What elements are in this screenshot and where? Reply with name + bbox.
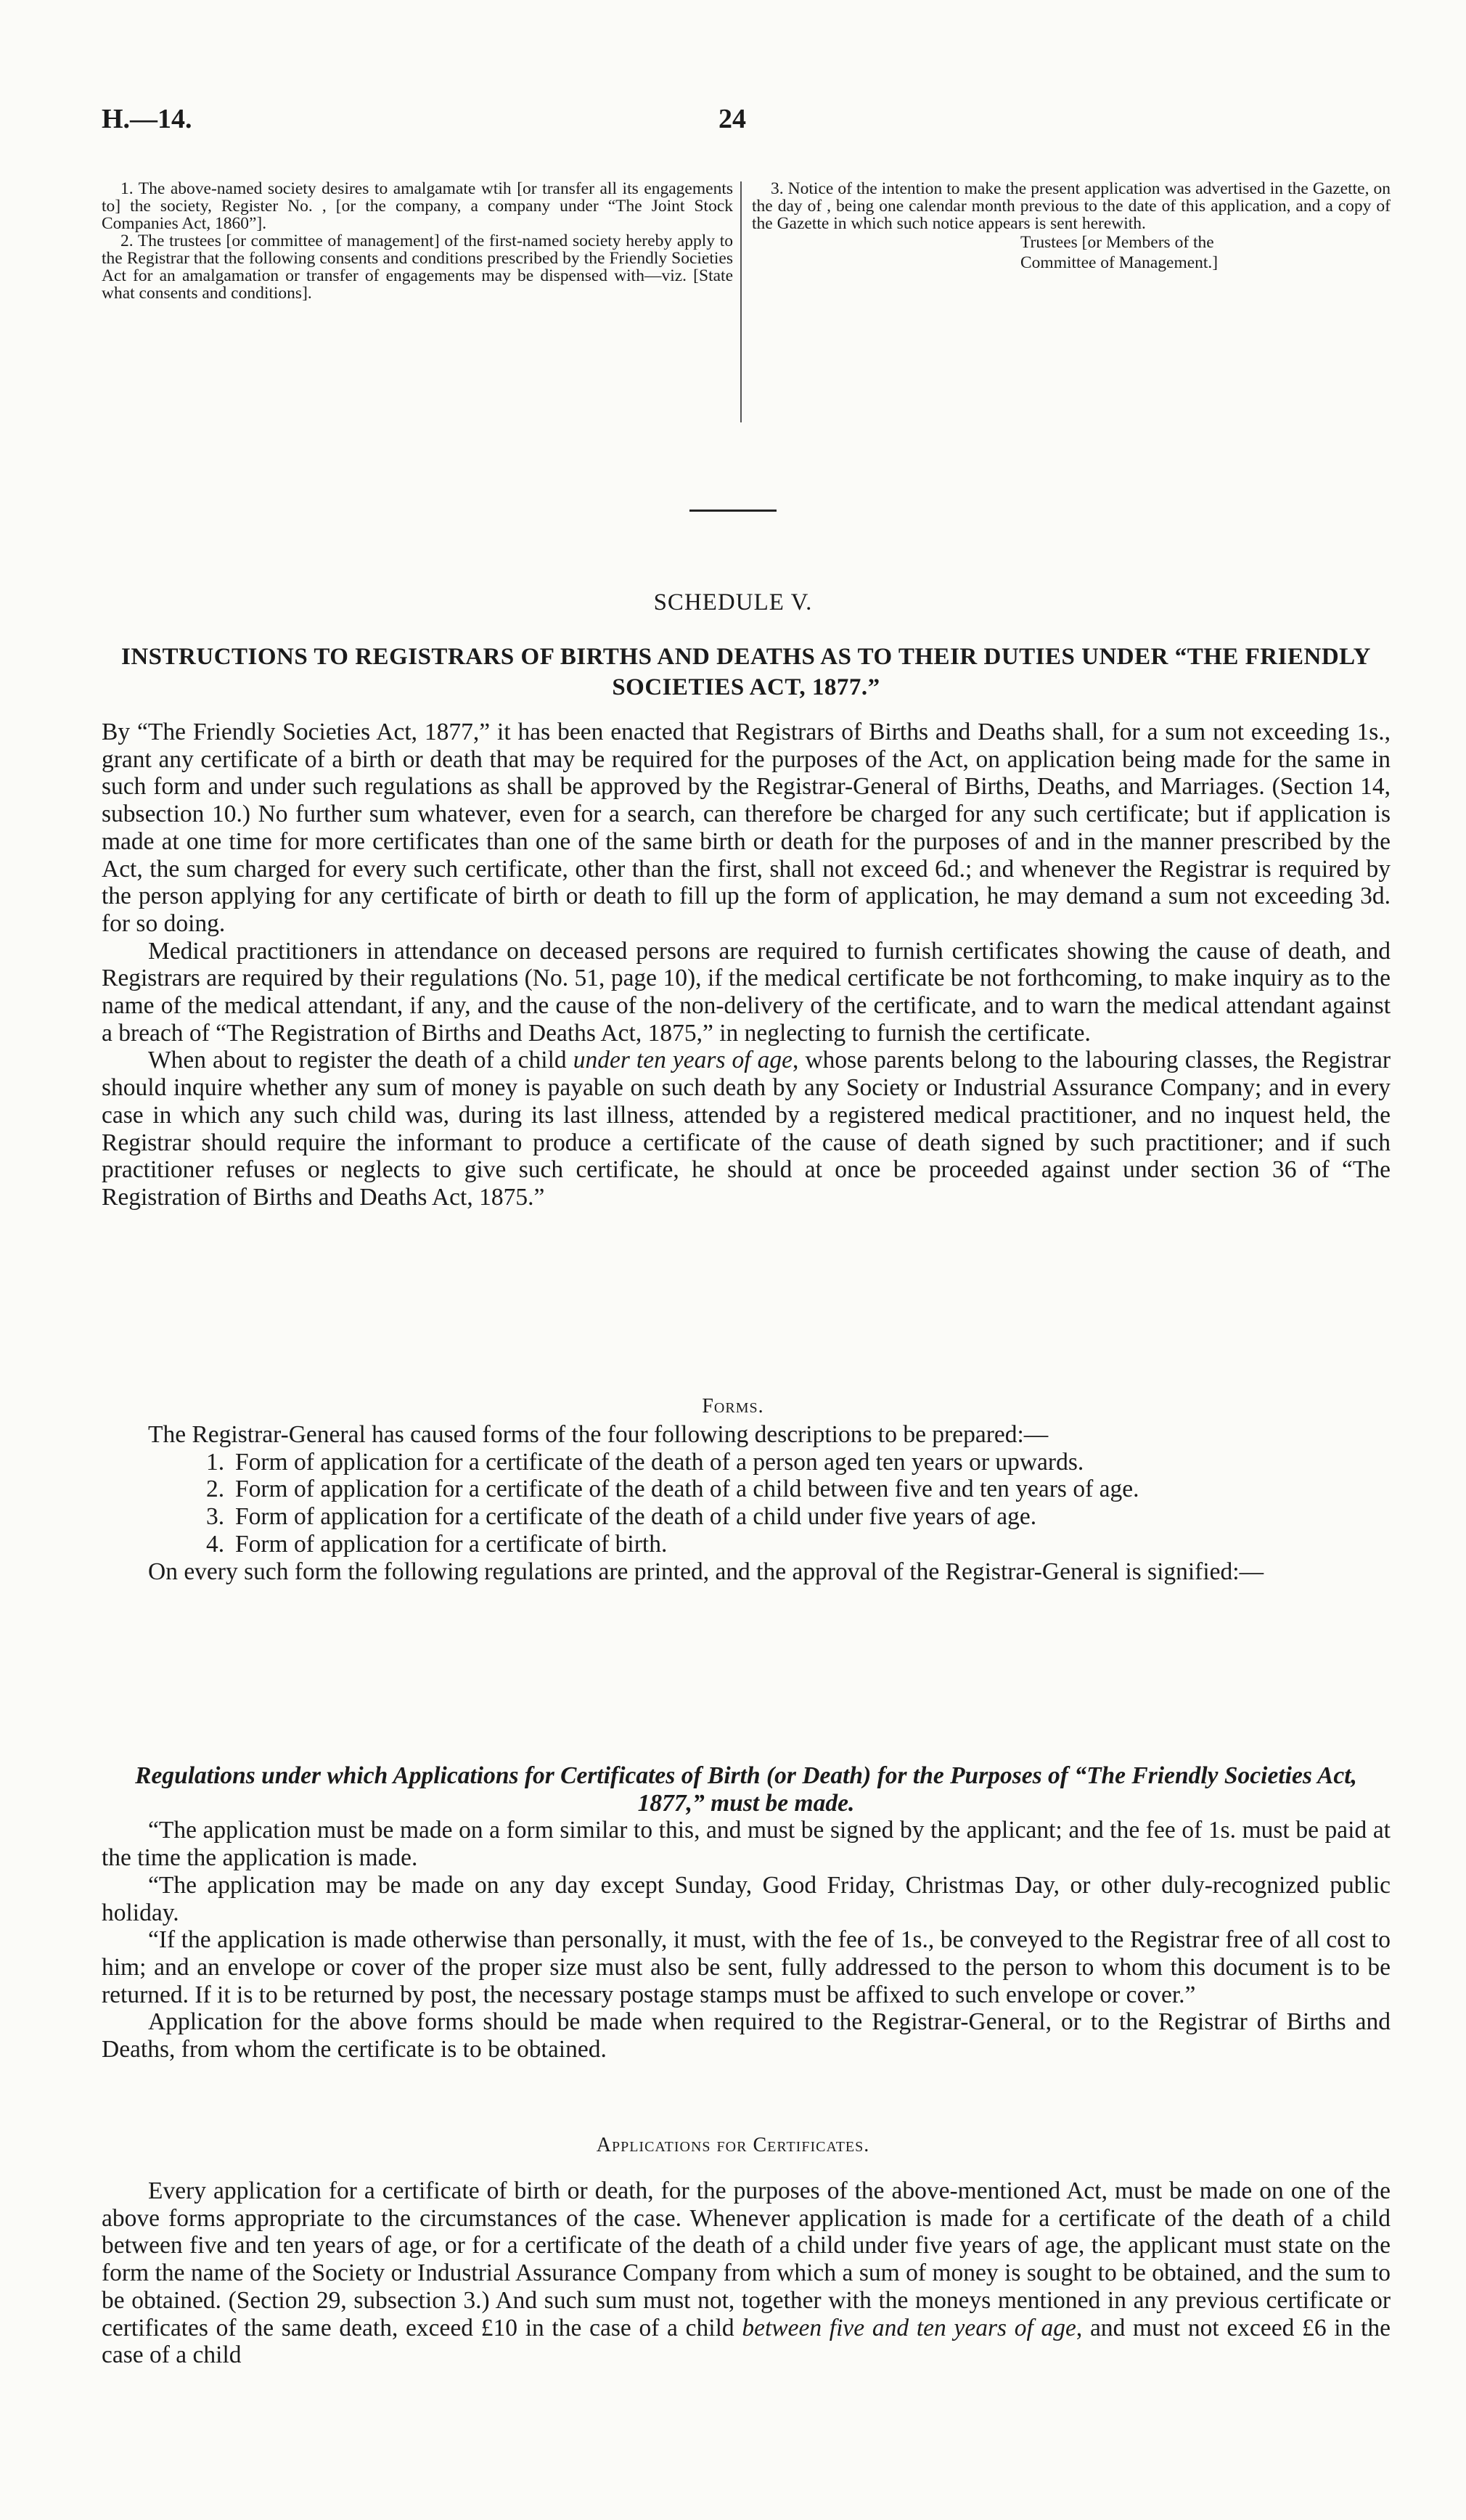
form-paragraph-1: 1. The above-named society desires to amalgamate wtih [or transfer all its engagements to] the society, Register No. , [or the company, a company under “The Joint Stock Companies Act, 1860”].	[102, 179, 733, 233]
applications-paragraph-1: Every application for a certificate of birth or death, for the purposes of the above-mentioned Act, must be made on one of the above forms appropriate to the circumstances of the case. Whenever application is made for a certificate of the death of a child between five and ten years of age, or for a certificate of the death of a child under five years of age, the applicant must state on the form the name of the Society or Industrial Assurance Company from which a sum of money is sought to be obtained, and the sum to be obtained. (Section 29, subsection 3.) And such sum must not, together with the moneys mentioned in any previous certificate or certificates of the same death, exceed £10 in the case of a child between five and ten years of age, and must not exceed £6 in the case of a child	[102, 2177, 1391, 2369]
list-item: 4. Form of application for a certificate of birth.	[206, 1530, 668, 1558]
forms-after: On every such form the following regulations are printed, and the approval of the Registrar-General is signified:—	[148, 1558, 1264, 1585]
schedule-heading: INSTRUCTIONS TO REGISTRARS OF BIRTHS AND DEATHS AS TO THEIR DUTIES UNDER “THE FRIENDLY SOCIETIES ACT, 1877.”	[121, 644, 1371, 700]
schedule-title: SCHEDULE V.	[653, 589, 813, 615]
applications-heading: Applications for Certificates.	[596, 2134, 870, 2156]
intro-paragraph-3: When about to register the death of a child under ten years of age, whose parents belong to the labouring classes, the Registrar should inquire whether any sum of money is payable on such death by any Society or Industrial Assurance Company; and in every case in which any such child was, during its last illness, attended by a registered medical practitioner, and no inquest held, the Registrar should require the informant to produce a certificate of the cause of death signed by such practitioner; and if such practitioner refuses or neglects to give such certificate, he should at once be proceeded against under section 36 of “The Registration of Births and Deaths Act, 1875.”	[102, 1047, 1391, 1211]
form-paragraph-3: 3. Notice of the intention to make the present application was advertised in the Gazette, on the day of , being one calendar month previous to the date of this application, and a copy of the Gazette in which such notice appears is sent herewith.	[752, 179, 1391, 233]
forms-section	[102, 1421, 1391, 1585]
form-paragraph-2: 2. The trustees [or committee of management] of the first-named society hereby apply to the Registrar that the following consents and conditions prescribed by the Friendly Societies Act for an amalgamation or transfer of engagements may be dispensed with—viz. [State what consents and conditions].	[102, 232, 733, 303]
forms-list	[206, 1448, 1391, 1558]
list-item: 2. Form of application for a certificate of the death of a child between five and ten years of age.	[206, 1476, 1139, 1503]
section-divider	[689, 510, 777, 512]
regulation-paragraph-3: “If the application is made otherwise than personally, it must, with the fee of 1s., be conveyed to the Registrar free of all cost to him; and an envelope or cover of the proper size must also be sent, fully addressed to the person to whom this document is to be returned. If it is to be returned by post, the necessary postage stamps must be affixed to such envelope or cover.”	[102, 1926, 1391, 2008]
regulations-heading: Regulations under which Applications for Certificates of Birth (or Death) for the Purposes of “The Friendly Societies Act, 1877,” must be made.	[135, 1762, 1357, 1817]
signature-block	[1020, 232, 1391, 273]
italic-phrase: under ten years of age	[573, 1047, 793, 1074]
signature-line-2: Committee of Management.]	[1020, 253, 1219, 272]
forms-heading: Forms.	[702, 1395, 764, 1418]
forms-lead: The Registrar-General has caused forms of the four following descriptions to be prepared:—	[148, 1421, 1049, 1448]
regulation-paragraph-2: “The application may be made on any day except Sunday, Good Friday, Christmas Day, or other duly-recognized public holiday.	[102, 1871, 1391, 1926]
column-divider	[740, 181, 742, 422]
regulation-paragraph-4: Application for the above forms should be made when required to the Registrar-General, or to the Registrar of Births and Deaths, from whom the certificate is to be obtained.	[102, 2008, 1391, 2063]
intro-section	[102, 719, 1391, 1211]
list-item: 1. Form of application for a certificate of the death of a person aged ten years or upwards.	[206, 1448, 1084, 1476]
page-number: 24	[718, 104, 746, 134]
signature-line-1: Trustees [or Members of the	[1020, 233, 1214, 252]
list-item: 3. Form of application for a certificate of the death of a child under five years of age.	[206, 1503, 1037, 1531]
intro-paragraph-2: Medical practitioners in attendance on deceased persons are required to furnish certificates showing the cause of death, and Registrars are required by their regulations (No. 51, page 10), if the medical certificate be not forthcoming, to make inquiry as to the name of the medical attendant, if any, and the cause of the non-delivery of the certificate, and to warn the medical attendant against a breach of “The Registration of Births and Deaths Act, 1875,” in neglecting to furnish the certificate.	[102, 937, 1391, 1047]
intro-paragraph-1: By “The Friendly Societies Act, 1877,” it has been enacted that Registrars of Births and Deaths shall, for a sum not exceeding 1s., grant any certificate of a birth or death that may be required for the purposes of the Act, on application being made for the same in such form and under such regulations as shall be approved by the Registrar-General of Births, Deaths, and Marriages. (Section 14, subsection 10.) No further sum whatever, even for a search, can therefore be charged for any such certificate; but if application is made at one time for more certificates than one of the same birth or death for the purposes of and in the manner prescribed by the Act, the sum charged for every such certificate, other than the first, shall not exceed 6d.; and whenever the Registrar is required by the person applying for any certificate of birth or death to fill up the form of application, he may demand a sum not exceeding 3d. for so doing.	[102, 719, 1391, 937]
applications-section	[102, 2177, 1391, 2369]
form-left-column	[102, 180, 733, 302]
regulation-paragraph-1: “The application must be made on a form similar to this, and must be signed by the applicant; and the fee of 1s. must be paid at the time the application is made.	[102, 1817, 1391, 1872]
regulations-section	[102, 1742, 1391, 2063]
paper-reference: H.—14.	[102, 104, 192, 134]
form-right-column	[752, 180, 1391, 273]
italic-phrase: between five and ten years of age	[742, 2314, 1076, 2341]
